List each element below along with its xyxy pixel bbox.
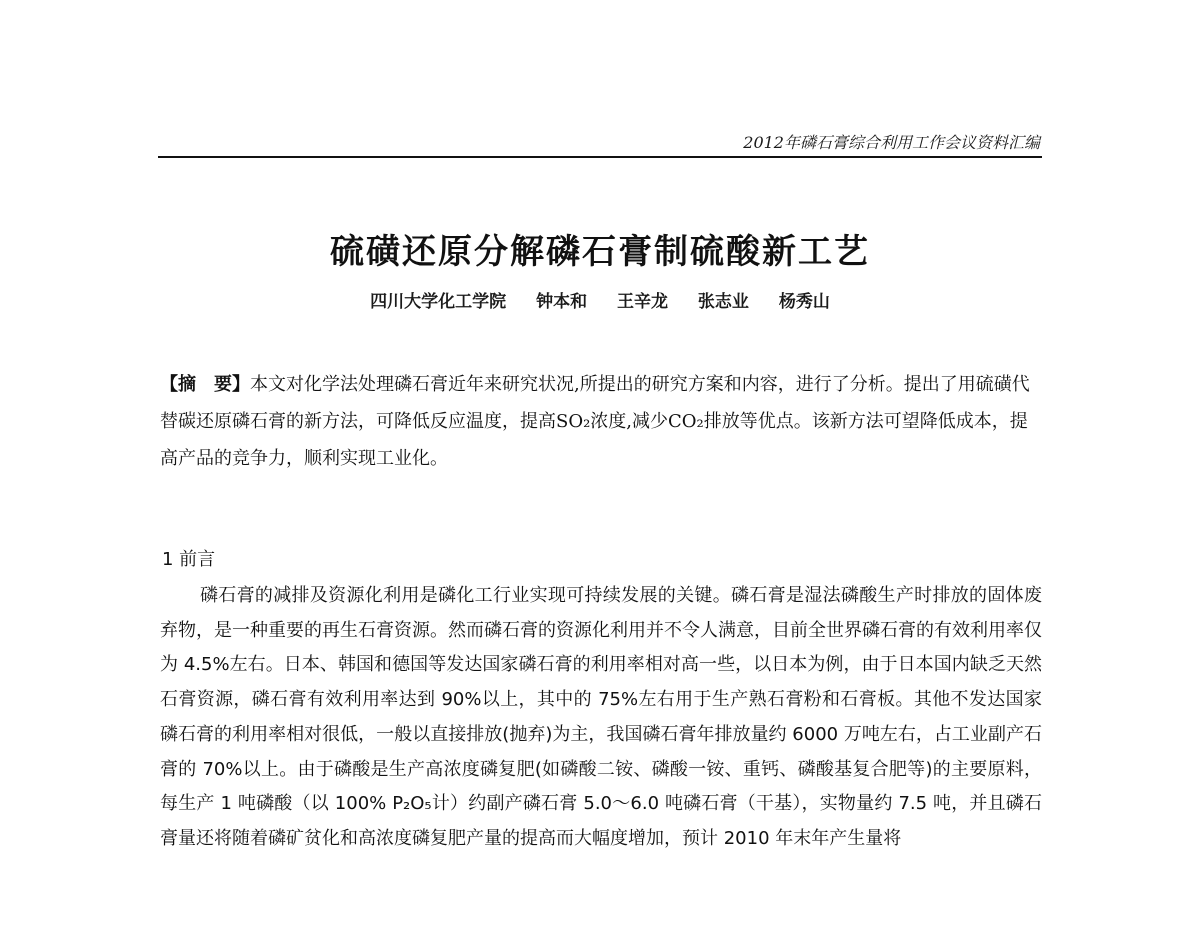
author-name: 钟本和 bbox=[536, 292, 588, 312]
section-heading-introduction: 1 前言 bbox=[162, 549, 216, 570]
author-name: 杨秀山 bbox=[778, 292, 830, 312]
affiliation: 四川大学化工学院 bbox=[370, 292, 507, 312]
abstract bbox=[160, 366, 1045, 477]
author-line bbox=[100, 287, 1100, 312]
article-title: 硫磺还原分解磷石膏制硫酸新工艺 bbox=[330, 232, 870, 272]
introduction-paragraph: 磷石膏的减排及资源化利用是磷化工行业实现可持续发展的关键。磷石膏是湿法磷酸生产时排放的固体废弃物，是一种重要的再生石膏资源。然而磷石膏的资源化利用并不令人满意，目前全世界磷石膏的有效利用率仅为 4.5%左右。日本、韩国和德国等发达国家磷石膏的利用率相对高一些，以日本为例，由于日本国内缺乏天然石膏资源，磷石膏有效利用率达到 90%以上，其中的 75%左右用于生产熟石膏粉和石膏板。其他不发达国家磷石膏的利用率相对很低，一般以直接排放(抛弃)为主，我国磷石膏年排放量约 6000 万吨左右，占工业副产石膏的 70%以上。由于磷酸是生产高浓度磷复肥(如磷酸二铵、磷酸一铵、重钙、磷酸基复合肥等)的主要原料，每生产 1 吨磷酸（以 100% P₂O₅计）约副产磷石膏 5.0～6.0 吨磷石膏（干基），实物量约 7.5 吨，并且磷石膏量还将随着磷矿贫化和高浓度磷复肥产量的提高而大幅度增加，预计 2010 年末年产生量将 bbox=[160, 585, 1042, 849]
running-header: 2012年磷石膏综合利用工作会议资料汇编 bbox=[743, 133, 1040, 152]
abstract-label: 【摘 要】 bbox=[160, 374, 250, 395]
abstract-text: 本文对化学法处理磷石膏近年来研究状况,所提出的研究方案和内容，进行了分析。提出了用硫磺代替碳还原磷石膏的新方法，可降低反应温度，提高SO₂浓度,减少CO₂排放等优点。该新方法可望降低成本，提高产品的竞争力，顺利实现工业化。 bbox=[160, 374, 1030, 469]
author-name: 王辛龙 bbox=[617, 292, 668, 312]
header-rule bbox=[158, 156, 1042, 158]
author-name: 张志业 bbox=[697, 292, 749, 312]
